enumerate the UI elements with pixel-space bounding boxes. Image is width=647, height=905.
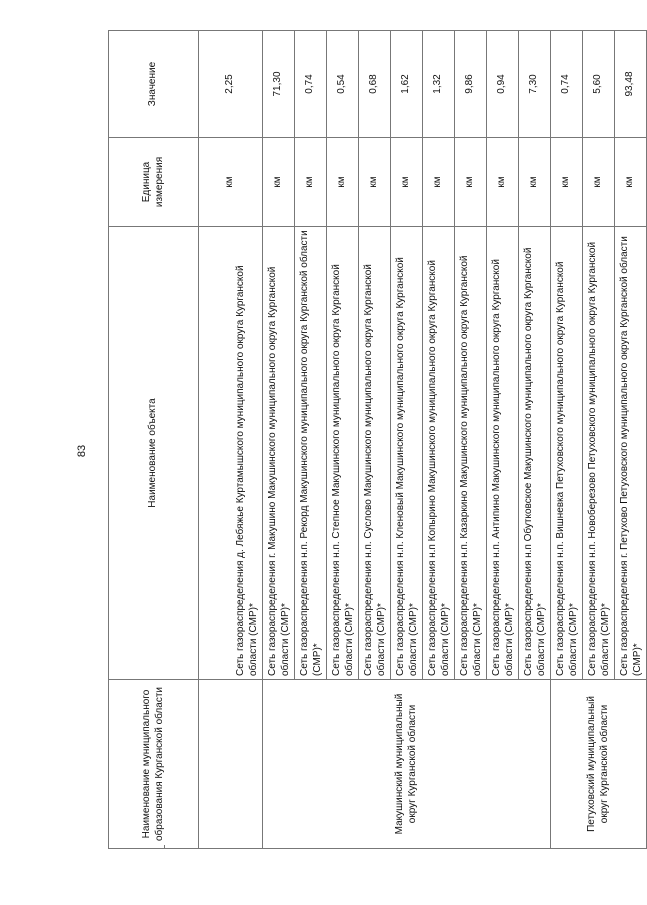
cell-object-name: Сеть газораспределения н.п. Новоберезово Петуховского муниципального округа Курганской области (СМР)* [583, 227, 615, 680]
rotated-table-container [108, 59, 643, 849]
cell-object-name: Сеть газораспределения н.п Копырино Макушинского муниципального округа Курганской области (СМР)* [423, 227, 455, 680]
cell-unit: км [487, 138, 519, 227]
cell-unit: км [615, 138, 647, 227]
cell-unit: км [359, 138, 391, 227]
header-object-name: Наименование объекта [109, 227, 199, 680]
cell-value: 0,74 [551, 31, 583, 138]
cell-object-name: Сеть газораспределения н.п. Кленовый Макушинского муниципального округа Курганской области (СМР)* [391, 227, 423, 680]
cell-municipality [199, 680, 263, 849]
cell-unit: км [423, 138, 455, 227]
cell-unit: км [199, 138, 263, 227]
cell-value: 0,74 [295, 31, 327, 138]
header-value: Значение [109, 31, 199, 138]
cell-object-name: Сеть газораспределения н.п. Антипино Макушинского муниципального округа Курганской области (СМР)* [487, 227, 519, 680]
cell-object-name: Сеть газораспределения н.п. Рекорд Макушинского муниципального округа Курганской области (СМР)* [295, 227, 327, 680]
cell-value: 1,32 [423, 31, 455, 138]
table-row [551, 31, 583, 849]
header-unit: Единица измерения [109, 138, 199, 227]
cell-object-name: Сеть газораспределения н.п. Вишневка Петуховского муниципального округа Курганской области (СМР)* [551, 227, 583, 680]
cell-municipality-makushino: Макушинский муниципальный округ Курганской области [263, 680, 551, 849]
cell-value: 0,94 [487, 31, 519, 138]
cell-unit: км [327, 138, 359, 227]
cell-object-name: Сеть газораспределения н.п. Степное Макушинского муниципального округа Курганской области (СМР)* [327, 227, 359, 680]
cell-value: 71,30 [263, 31, 295, 138]
cell-value: 5,60 [583, 31, 615, 138]
cell-unit: км [519, 138, 551, 227]
table-header-row [109, 31, 199, 849]
cell-unit: км [391, 138, 423, 227]
table-row [199, 31, 263, 849]
cell-object-name: Сеть газораспределения н.п Обутковское Макушинского муниципального округа Курганской области (СМР)* [519, 227, 551, 680]
gas-network-table [108, 30, 647, 849]
cell-value: 2,25 [199, 31, 263, 138]
cell-object-name: Сеть газораспределения г. Петухово Петуховского муниципального округа Курганской области (СМР)* [615, 227, 647, 680]
header-municipality: Наименование муниципального образования Курганской области [109, 680, 199, 849]
cell-unit: км [551, 138, 583, 227]
cell-object-name: Сеть газораспределения д. Лебяжье Куртамышского муниципального округа Курганской области (СМР)* [199, 227, 263, 680]
cell-value: 0,54 [327, 31, 359, 138]
cell-unit: км [295, 138, 327, 227]
cell-object-name: Сеть газораспределения н.п. Казаркино Макушинского муниципального округа Курганской области (СМР)* [455, 227, 487, 680]
cell-unit: км [455, 138, 487, 227]
table-row [263, 31, 295, 849]
cell-value: 0,68 [359, 31, 391, 138]
cell-value: 1,62 [391, 31, 423, 138]
page-number: 83 [76, 444, 88, 458]
cell-unit: км [583, 138, 615, 227]
cell-municipality-petukhovo: Петуховский муниципальный округ Курганской области [551, 680, 647, 849]
cell-value: 93,48 [615, 31, 647, 138]
cell-object-name: Сеть газораспределения г. Макушино Макушинского муниципального округа Курганской области (СМР)* [263, 227, 295, 680]
cell-value: 9,86 [455, 31, 487, 138]
cell-unit: км [263, 138, 295, 227]
table-continuation-mark [164, 845, 165, 849]
cell-object-name: Сеть газораспределения н.п. Суслово Макушинского муниципального округа Курганской области (СМР)* [359, 227, 391, 680]
cell-value: 7,30 [519, 31, 551, 138]
